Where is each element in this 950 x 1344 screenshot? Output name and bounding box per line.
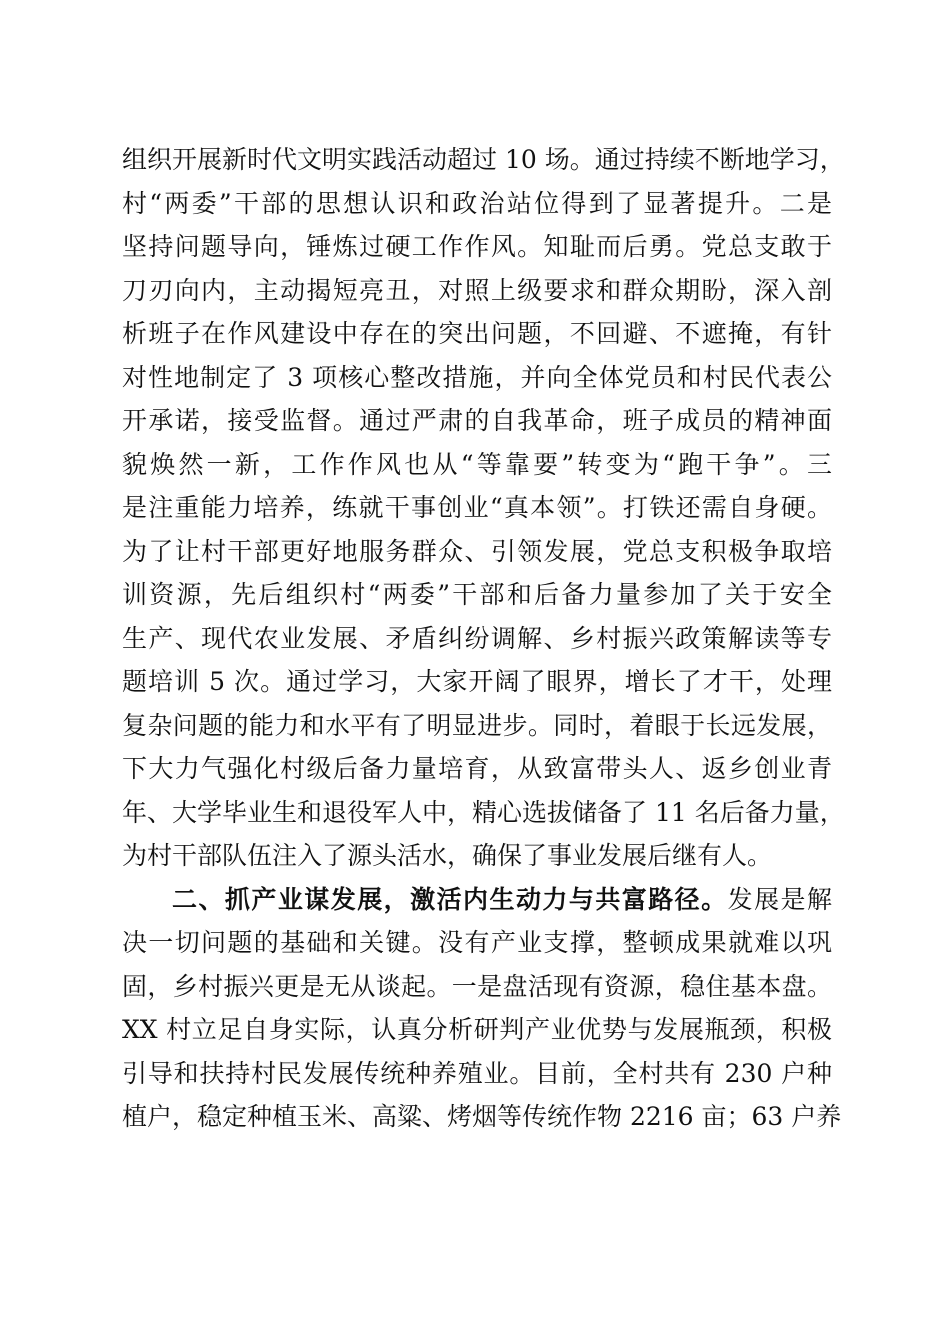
text-line: 下大力气强化村级后备力量培育，从致富带头人、返乡创业青 (122, 754, 832, 783)
text-line: 为村干部队伍注入了源头活水，确保了事业发展后继有人。 (122, 841, 773, 870)
text-line: 复杂问题的能力和水平有了明显进步。同时，着眼于长远发展， (122, 710, 832, 740)
text-line: 决一切问题的基础和关键。没有产业支撑，整顿成果就难以巩 (122, 928, 832, 957)
text-line: 开承诺，接受监督。通过严肃的自我革命，班子成员的精神面 (122, 406, 832, 435)
text-line: 训资源，先后组织村“两委”干部和后备力量参加了关于安全 (122, 580, 832, 609)
text-line: 刀刃向内，主动揭短亮丑，对照上级要求和群众期盼，深入剖 (122, 275, 832, 305)
text-line: 生产、现代农业发展、矛盾纠纷调解、乡村振兴政策解读等专 (122, 623, 832, 653)
text-line: 固，乡村振兴更是无从谈起。一是盘活现有资源，稳住基本盘。 (122, 971, 832, 1001)
text-line: 析班子在作风建设中存在的突出问题，不回避、不遮掩，有针 (122, 319, 832, 348)
text-line: 题培训 5 次。通过学习，大家开阔了眼界，增长了才干，处理 (122, 667, 832, 696)
text-line: 植户，稳定种植玉米、高粱、烤烟等传统作物 2216 亩；63 户养 (122, 1102, 842, 1131)
body-text (122, 138, 845, 1139)
text-line: XX 村立足自身实际，认真分析研判产业优势与发展瓶颈，积极 (122, 1015, 832, 1044)
text-line: 对性地制定了 3 项核心整改措施，并向全体党员和村民代表公 (122, 362, 832, 392)
section-heading-tail: 发展是解 (727, 884, 832, 914)
text-line: 坚持问题导向，锤炼过硬工作作风。知耻而后勇。党总支敢于 (122, 232, 832, 261)
text-line: 引导和扶持村民发展传统种养殖业。目前，全村共有 230 户种 (122, 1058, 832, 1088)
text-line: 组织开展新时代文明实践活动超过 10 场。通过持续不断地学习， (122, 145, 845, 174)
text-line: 年、大学毕业生和退役军人中，精心选拔储备了 11 名后备力量， (122, 797, 845, 827)
text-line: 是注重能力培养，练就干事创业“真本领”。打铁还需自身硬。 (122, 493, 832, 522)
text-line: 貌焕然一新，工作作风也从“等靠要”转变为“跑干争”。三 (122, 449, 832, 479)
text-line: 为了让村干部更好地服务群众、引领发展，党总支积极争取培 (122, 536, 832, 566)
section-heading: 二、抓产业谋发展，激活内生动力与共富路径。 (172, 884, 728, 914)
text-line: 村“两委”干部的思想认识和政治站位得到了显著提升。二是 (122, 188, 832, 218)
section-heading-line (122, 878, 832, 922)
